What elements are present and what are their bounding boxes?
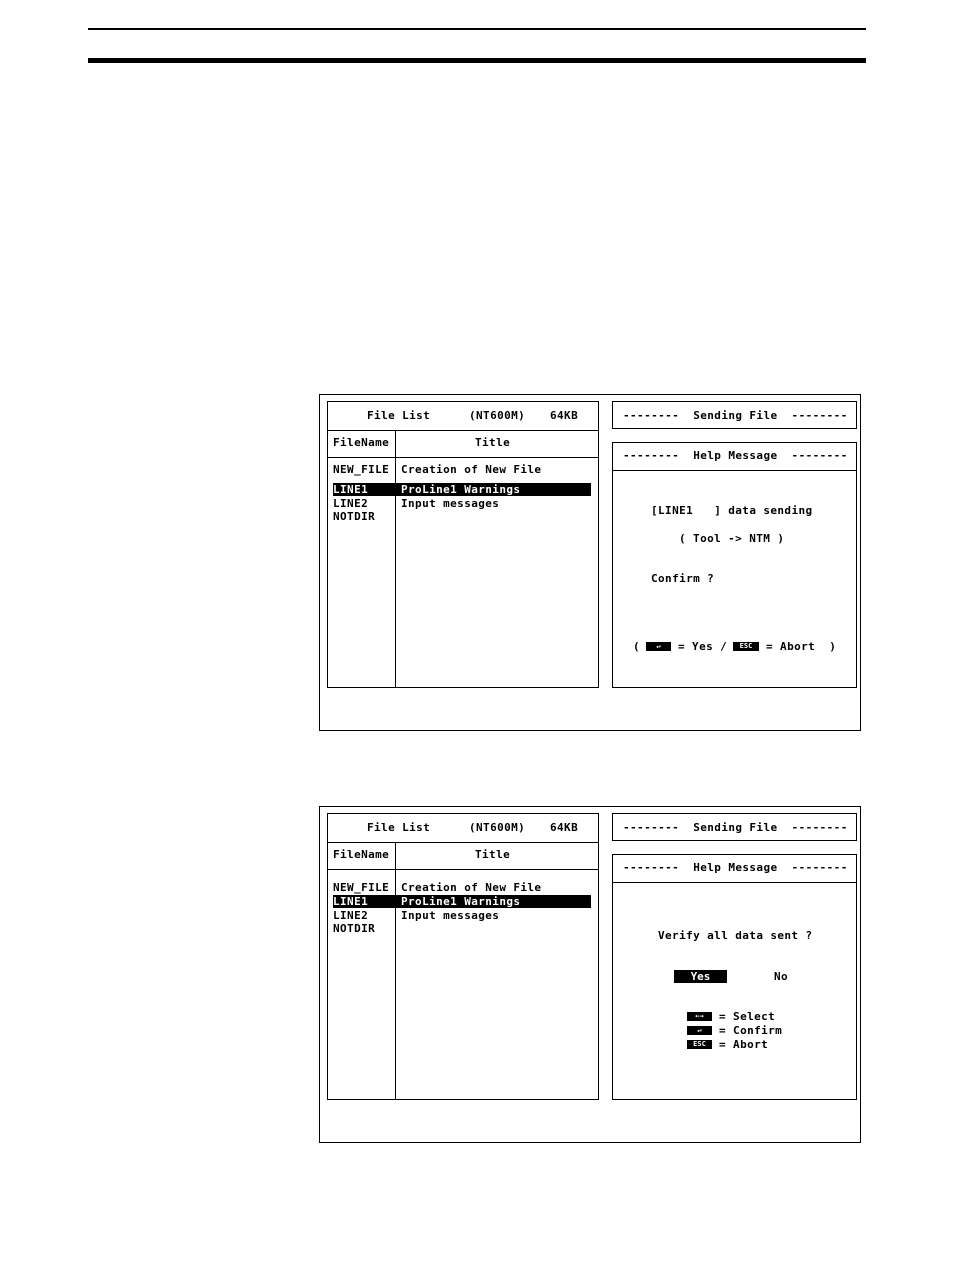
file-list-panel (327, 401, 599, 688)
no-option[interactable]: No (774, 970, 789, 983)
file-row-title-selected[interactable]: ProLine1 Warnings (401, 483, 521, 496)
col-filename: FileName (333, 848, 390, 861)
sending-file-panel (612, 401, 857, 429)
esc-key-icon[interactable]: ESC (687, 1040, 712, 1049)
file-row-title[interactable]: Input messages (401, 497, 500, 510)
enter-key-icon[interactable]: ↵ (646, 642, 671, 651)
file-row-name[interactable]: NEW_FILE (333, 463, 390, 476)
memory-size: 64KB (550, 821, 579, 834)
file-row-name[interactable]: NOTDIR (333, 510, 376, 523)
file-row-name[interactable]: NOTDIR (333, 922, 376, 935)
file-row-name-selected[interactable]: LINE1 (333, 895, 369, 908)
help-message-header: -------- Help Message -------- (623, 861, 848, 874)
sending-file-header: -------- Sending File -------- (623, 821, 848, 834)
top-rule-thick (88, 58, 866, 63)
top-rule-thin (88, 28, 866, 30)
col-title: Title (475, 436, 511, 449)
file-list-header (328, 402, 598, 431)
column-headers (328, 430, 598, 458)
data-sending-text: [LINE1 ] data sending (651, 504, 813, 517)
help-message-header: -------- Help Message -------- (623, 449, 848, 462)
file-row-name[interactable]: LINE2 (333, 497, 369, 510)
confirm-instruction: = Confirm (719, 1024, 783, 1037)
sending-file-panel (612, 813, 857, 841)
device-model: (NT600M) (469, 409, 526, 422)
file-row-title[interactable]: Creation of New File (401, 881, 542, 894)
yes-option[interactable]: Yes (674, 970, 727, 983)
sending-file-header: -------- Sending File -------- (623, 409, 848, 422)
screen-verify-prompt (319, 806, 861, 1143)
file-list-header (328, 814, 598, 843)
column-divider (395, 430, 396, 688)
memory-size: 64KB (550, 409, 579, 422)
enter-key-icon[interactable]: ↵ (687, 1026, 712, 1035)
file-row-title[interactable]: Input messages (401, 909, 500, 922)
esc-key-icon[interactable]: ESC (733, 642, 759, 651)
col-title: Title (475, 848, 511, 861)
abort-instruction: = Abort (719, 1038, 769, 1051)
help-message-panel (612, 854, 857, 1100)
column-headers (328, 842, 598, 870)
column-divider (395, 842, 396, 1100)
device-model: (NT600M) (469, 821, 526, 834)
confirm-prompt: Confirm ? (651, 572, 715, 585)
file-list-panel (327, 813, 599, 1100)
transfer-direction-text: ( Tool -> NTM ) (679, 532, 785, 545)
select-instruction: = Select (719, 1010, 776, 1023)
paren-open: ( (633, 640, 641, 653)
file-row-name[interactable]: LINE2 (333, 909, 369, 922)
abort-instruction: = Abort ) (766, 640, 837, 653)
file-row-title-selected[interactable]: ProLine1 Warnings (401, 895, 521, 908)
file-row-title[interactable]: Creation of New File (401, 463, 542, 476)
col-filename: FileName (333, 436, 390, 449)
file-row-name-selected[interactable]: LINE1 (333, 483, 369, 496)
screen-send-confirm (319, 394, 861, 731)
verify-question: Verify all data sent ? (658, 929, 813, 942)
help-message-panel (612, 442, 857, 688)
file-list-title: File List (367, 409, 431, 422)
arrow-keys-icon[interactable]: ←→ (687, 1012, 712, 1021)
yes-instruction: = Yes / (678, 640, 728, 653)
file-list-title: File List (367, 821, 431, 834)
file-row-name[interactable]: NEW_FILE (333, 881, 390, 894)
